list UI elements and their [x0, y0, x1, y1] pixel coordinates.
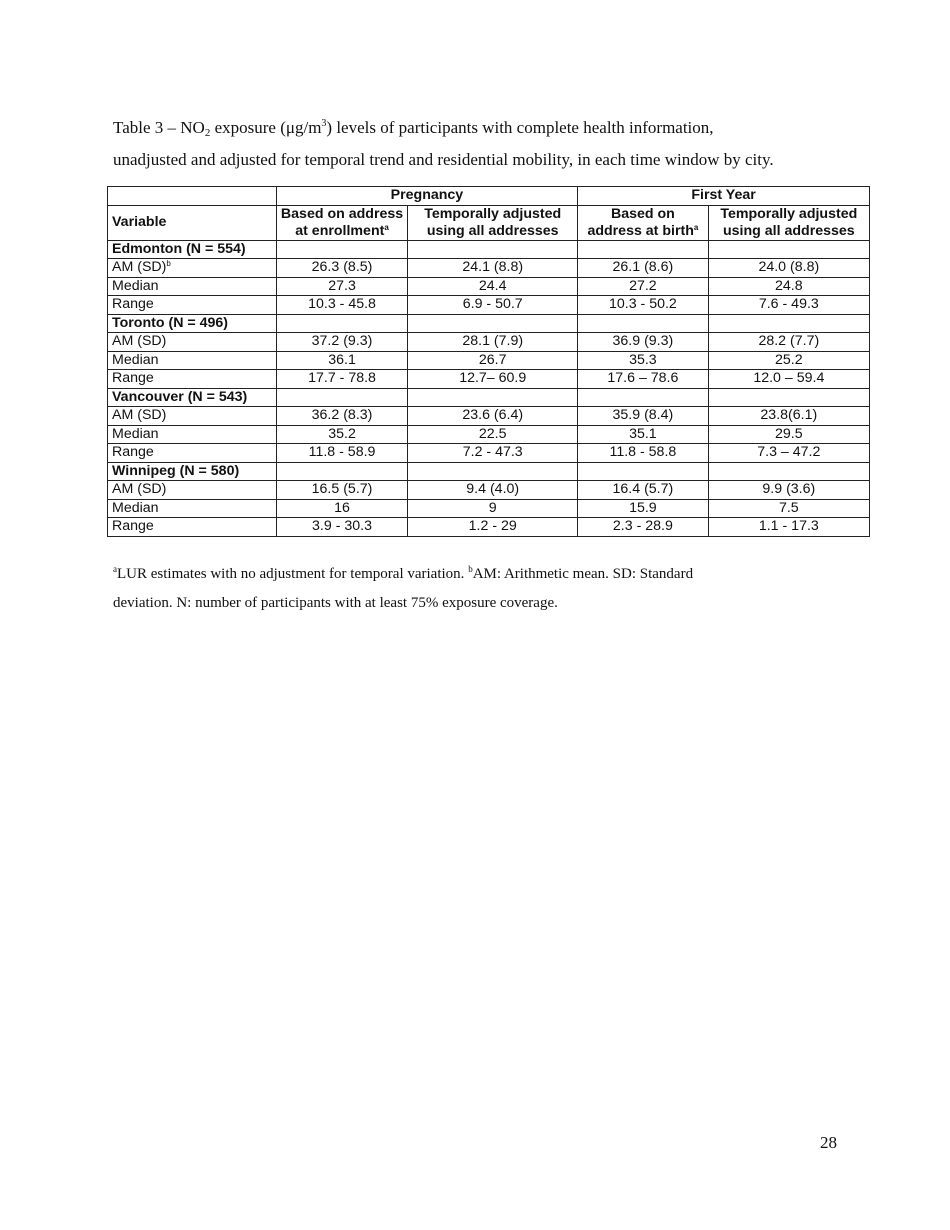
group-header-pregnancy: Pregnancy — [276, 187, 577, 206]
empty-cell — [276, 388, 408, 407]
table-row — [108, 444, 870, 463]
table-row — [108, 277, 870, 296]
table-cell: 24.8 — [708, 277, 869, 296]
table-cell: 1.2 - 29 — [408, 518, 578, 537]
table-cell: 23.6 (6.4) — [408, 407, 578, 426]
group-header-row — [108, 187, 870, 206]
footnote-line-1: $^a$LUR estimates with no adjustment for temporal variation. $^b$AM: Arithmetic mean. SD: Standard — [113, 564, 694, 582]
table-cell: 17.6 – 78.6 — [578, 370, 709, 389]
col-header-pregnancy-adjusted: Temporally adjusted using all addresses — [408, 205, 578, 240]
empty-cell — [708, 388, 869, 407]
table-footnotes — [113, 560, 873, 618]
table-row — [108, 351, 870, 370]
row-label — [108, 370, 277, 389]
table-body — [108, 240, 870, 536]
empty-cell — [708, 462, 869, 481]
row-label — [108, 518, 277, 537]
table-cell: 7.5 — [708, 499, 869, 518]
table-cell: 28.1 (7.9) — [408, 333, 578, 352]
row-label — [108, 407, 277, 426]
col-header-first-year-adjusted: Temporally adjusted using all addresses — [708, 205, 869, 240]
empty-cell — [276, 240, 408, 259]
empty-cell — [276, 462, 408, 481]
table-cell: 24.0 (8.8) — [708, 259, 869, 278]
table-cell: 37.2 (9.3) — [276, 333, 408, 352]
empty-cell — [408, 240, 578, 259]
table-cell: 10.3 - 50.2 — [578, 296, 709, 315]
city-label: Toronto (N = 496) — [108, 314, 277, 333]
table-row — [108, 499, 870, 518]
table-cell: 9.9 (3.6) — [708, 481, 869, 500]
table-row — [108, 296, 870, 315]
row-label-text: AM (SD) — [112, 259, 167, 276]
empty-cell — [708, 314, 869, 333]
row-label — [108, 444, 277, 463]
city-header-row — [108, 388, 870, 407]
table-caption — [113, 112, 873, 176]
empty-cell — [708, 240, 869, 259]
table-cell: 26.3 (8.5) — [276, 259, 408, 278]
table-cell: 7.2 - 47.3 — [408, 444, 578, 463]
row-label-text: Range — [112, 518, 154, 535]
city-label: Winnipeg (N = 580) — [108, 462, 277, 481]
table-row — [108, 407, 870, 426]
col-header-enrollment: Based on address at enrollment$^a$ — [276, 205, 408, 240]
table-cell: 35.1 — [578, 425, 709, 444]
column-header-row — [108, 205, 870, 240]
row-label-text: Median — [112, 277, 159, 294]
table-cell: 11.8 - 58.9 — [276, 444, 408, 463]
table-cell: 17.7 - 78.8 — [276, 370, 408, 389]
empty-cell — [408, 462, 578, 481]
table-row — [108, 333, 870, 352]
caption-line-2: unadjusted and adjusted for temporal trend and residential mobility, in each time window by city. — [113, 150, 774, 169]
exposure-table — [107, 186, 870, 537]
city-label: Vancouver (N = 543) — [108, 388, 277, 407]
empty-cell — [578, 462, 709, 481]
table-cell: 7.3 – 47.2 — [708, 444, 869, 463]
empty-cell — [578, 314, 709, 333]
empty-cell — [408, 314, 578, 333]
table-cell: 16.5 (5.7) — [276, 481, 408, 500]
city-label: Edmonton (N = 554) — [108, 240, 277, 259]
row-label-text: Median — [112, 351, 159, 368]
table-row — [108, 518, 870, 537]
table-cell: 16.4 (5.7) — [578, 481, 709, 500]
table-row — [108, 425, 870, 444]
city-header-row — [108, 240, 870, 259]
table-cell: 27.3 — [276, 277, 408, 296]
city-header-row — [108, 314, 870, 333]
table-cell: 6.9 - 50.7 — [408, 296, 578, 315]
table-cell: 36.9 (9.3) — [578, 333, 709, 352]
row-label — [108, 296, 277, 315]
table-cell: 35.3 — [578, 351, 709, 370]
row-label — [108, 425, 277, 444]
row-label-text: Median — [112, 499, 159, 516]
table-cell: 25.2 — [708, 351, 869, 370]
empty-cell — [578, 388, 709, 407]
table-cell: 1.1 - 17.3 — [708, 518, 869, 537]
table-cell: 36.2 (8.3) — [276, 407, 408, 426]
table-cell: 3.9 - 30.3 — [276, 518, 408, 537]
row-label — [108, 481, 277, 500]
row-label-footnote: b — [166, 259, 171, 269]
table-cell: 16 — [276, 499, 408, 518]
table-cell: 35.2 — [276, 425, 408, 444]
table-cell: 7.6 - 49.3 — [708, 296, 869, 315]
caption-line-1: Table $3 - NO_2$ exposure $(\mu g/m^3)$ levels of participants with complete health information, — [113, 118, 714, 139]
table-cell: 22.5 — [408, 425, 578, 444]
variable-header: Variable — [108, 205, 277, 240]
table-cell: 36.1 — [276, 351, 408, 370]
empty-cell — [578, 240, 709, 259]
table-cell: 9 — [408, 499, 578, 518]
row-label-text: AM (SD) — [112, 481, 167, 498]
table-cell: 11.8 - 58.8 — [578, 444, 709, 463]
table-cell: 9.4 (4.0) — [408, 481, 578, 500]
col-header-birth: Based on address at birth$^a$ — [578, 205, 709, 240]
table-row — [108, 259, 870, 278]
table-cell: 15.9 — [578, 499, 709, 518]
table-cell: 10.3 - 45.8 — [276, 296, 408, 315]
table-cell: 29.5 — [708, 425, 869, 444]
row-label-text: Range — [112, 370, 154, 387]
table-cell: 26.7 — [408, 351, 578, 370]
city-header-row — [108, 462, 870, 481]
row-label-text: Median — [112, 425, 159, 442]
empty-cell — [408, 388, 578, 407]
row-label-text: Range — [112, 444, 154, 461]
table-cell: 24.4 — [408, 277, 578, 296]
footnote-line-2: deviation. N: number of participants with at least 75% exposure coverage. — [113, 595, 558, 611]
row-label — [108, 333, 277, 352]
row-label-text: Range — [112, 296, 154, 313]
table-row — [108, 370, 870, 389]
row-label — [108, 351, 277, 370]
empty-corner-cell — [108, 187, 277, 206]
row-label-text: AM (SD) — [112, 333, 167, 350]
table-cell: 27.2 — [578, 277, 709, 296]
row-label — [108, 277, 277, 296]
group-header-first-year: First Year — [578, 187, 870, 206]
row-label — [108, 259, 277, 278]
table-cell: 28.2 (7.7) — [708, 333, 869, 352]
empty-cell — [276, 314, 408, 333]
row-label — [108, 499, 277, 518]
table-row — [108, 481, 870, 500]
table-cell: 24.1 (8.8) — [408, 259, 578, 278]
table-cell: 23.8(6.1) — [708, 407, 869, 426]
page-number: 28 — [820, 1133, 837, 1152]
table-cell: 12.0 – 59.4 — [708, 370, 869, 389]
row-label-text: AM (SD) — [112, 407, 167, 424]
table-cell: 12.7– 60.9 — [408, 370, 578, 389]
table-cell: 35.9 (8.4) — [578, 407, 709, 426]
table-cell: 26.1 (8.6) — [578, 259, 709, 278]
table-cell: 2.3 - 28.9 — [578, 518, 709, 537]
